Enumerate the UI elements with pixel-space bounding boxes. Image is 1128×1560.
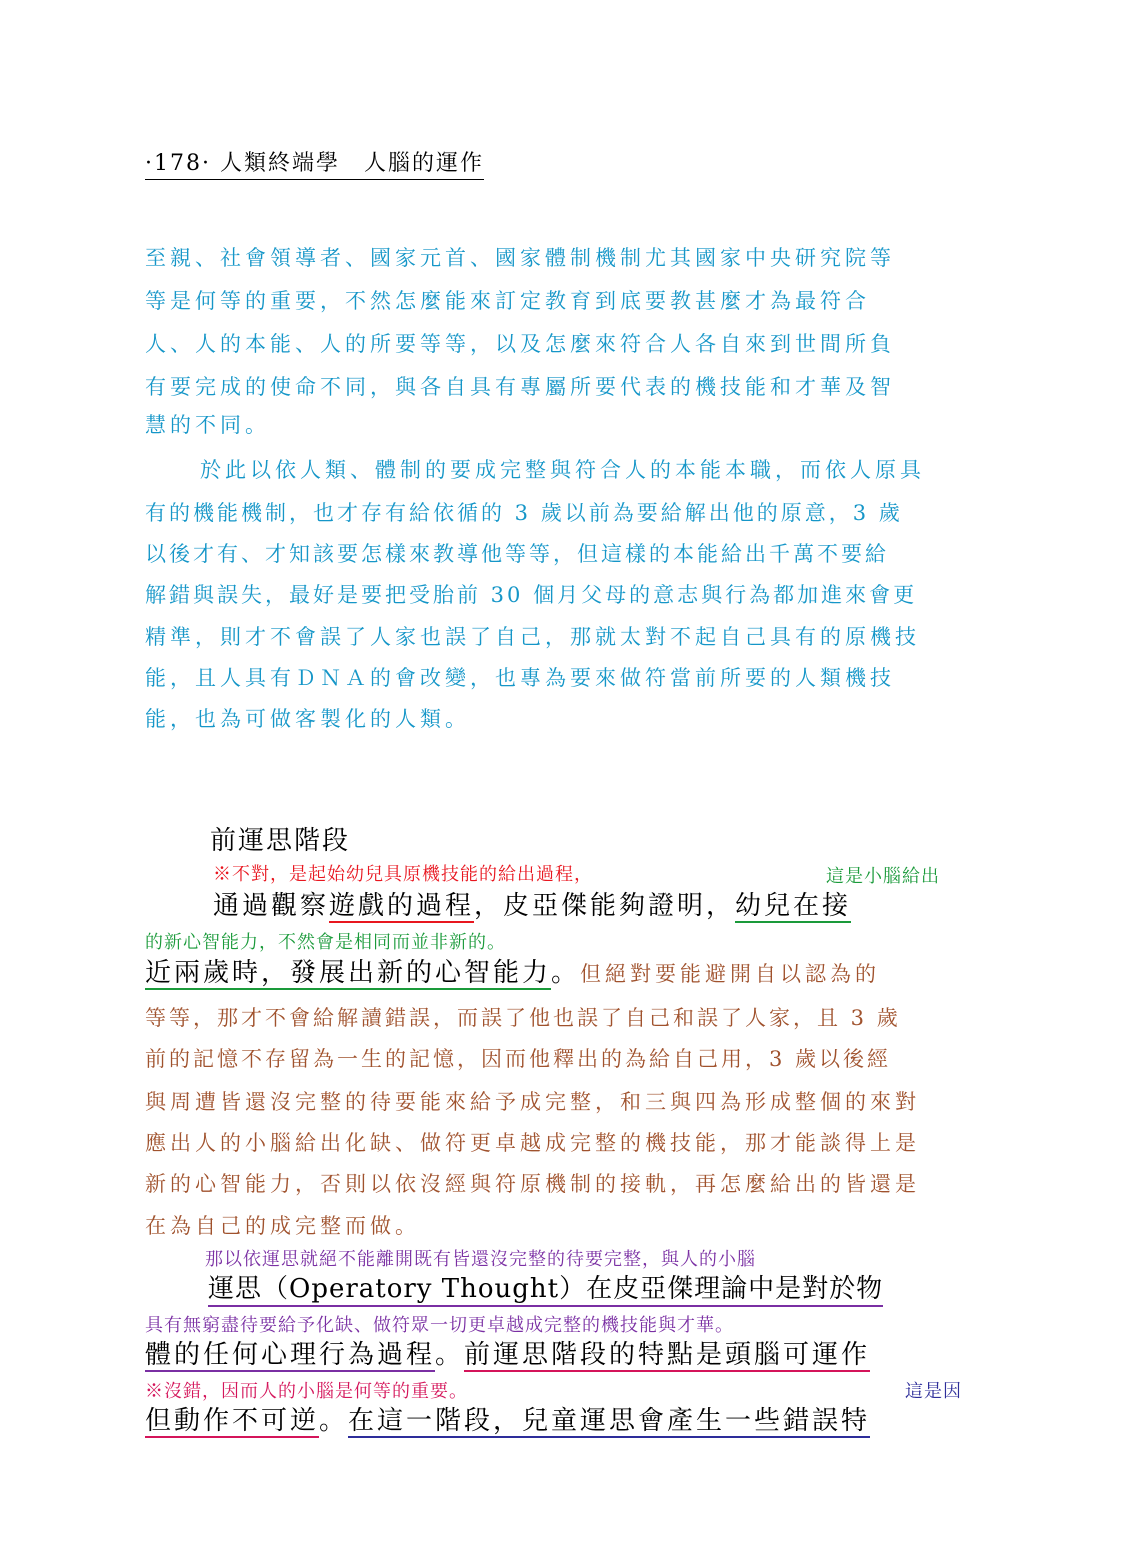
main-line-2: [145, 952, 880, 989]
cyan-line-12: 能，也為可做客製化的人類。: [145, 707, 470, 731]
annotation-red-1: ※不對，是起始幼兒具原機技能的給出過程，: [213, 864, 593, 885]
cyan-line-5: 慧的不同。: [145, 413, 270, 437]
cyan-line-3: 人、人的本能、人的所要等等，以及怎麼來符合人各自來到世間所負: [145, 332, 895, 356]
cyan-line-4: 有要完成的使命不同，與各自具有專屬所要代表的機技能和才華及智: [145, 375, 895, 399]
cyan-line-2: 等是何等的重要，不然怎麼能來訂定教育到底要教甚麼才為最符合: [145, 289, 870, 313]
brown-line-6: 在為自己的成完整而做。: [145, 1214, 420, 1238]
main-line-2-a: 近兩歲時，發展出新的心智能力: [145, 958, 552, 988]
main-line-5-c: 在這一階段，兒童運思會產生一些錯誤特: [348, 1406, 871, 1436]
section-title: 前運思階段: [210, 826, 351, 856]
main-line-4-b: 。: [435, 1340, 465, 1370]
annotation-purple-1b: 具有無窮盡待要給予化缺、做符眾一切更卓越成完整的機技能與才華。: [145, 1315, 734, 1336]
annotation-green-1a: 這是小腦給出: [826, 866, 940, 887]
brown-line-5: 新的心智能力，否則以依沒經與符原機制的接軌，再怎麼給出的皆還是: [145, 1172, 920, 1196]
main-line-5-a: 但動作不可逆: [145, 1406, 320, 1436]
main-line-4: [145, 1334, 870, 1371]
main-line-3: 運思（Operatory Thought）在皮亞傑理論中是對於物: [208, 1268, 883, 1307]
main-line-5-b: 。: [319, 1406, 349, 1436]
main-line-2-b: 。: [551, 958, 581, 988]
cyan-line-9: 解錯與誤失，最好是要把受胎前 30 個月父母的意志與行為都加進來會更: [145, 583, 918, 607]
main-line-1: [213, 885, 851, 922]
main-line-1-d: 幼兒在接: [735, 891, 852, 921]
brown-line-4: 應出人的小腦給出化缺、做符更卓越成完整的機技能，那才能談得上是: [145, 1131, 920, 1155]
brown-first-tail: 但絕對要能避開自以認為的: [580, 962, 881, 986]
main-line-4-a: 體的任何心理行為過程: [145, 1340, 436, 1370]
annotation-purple-1a: 那以依運思就絕不能離開既有皆還沒完整的待要完整，與人的小腦: [205, 1249, 756, 1270]
annotation-green-1b: 的新心智能力，不然會是相同而並非新的。: [145, 932, 506, 953]
cyan-line-11: 能，且人具有ＤＮＡ的會改變，也專為要來做符當前所要的人類機技: [145, 666, 895, 690]
cyan-line-10: 精準，則才不會誤了人家也誤了自己，那就太對不起自己具有的原機技: [145, 625, 920, 649]
annotation-navy-1: 這是因: [905, 1381, 962, 1402]
brown-line-2: 前的記憶不存留為一生的記憶，因而他釋出的為給自己用，3 歲以後經: [145, 1047, 892, 1071]
main-line-1-b: 遊戲的過程: [329, 891, 475, 921]
main-line-5: [145, 1400, 870, 1437]
annotation-pink-1: ※沒錯，因而人的小腦是何等的重要。: [145, 1381, 468, 1402]
cyan-line-8: 以後才有、才知該要怎樣來教導他等等，但這樣的本能給出千萬不要給: [145, 542, 889, 566]
main-line-1-a: 通過觀察: [213, 891, 330, 921]
cyan-line-7: 有的機能機制，也才存有給依循的 3 歲以前為要給解出他的原意，3 歲: [145, 501, 903, 525]
cyan-line-6: 於此以依人類、體制的要成完整與符合人的本能本職，而依人原具: [200, 458, 925, 482]
page-header: ·178· 人類終端學 人腦的運作: [145, 146, 484, 180]
brown-line-1: 等等，那才不會給解讀錯誤，而誤了他也誤了自己和誤了人家，且 3 歲: [145, 1006, 901, 1030]
brown-line-3: 與周遭皆還沒完整的待要能來給予成完整，和三與四為形成整個的來對: [145, 1090, 920, 1114]
main-line-4-c: 前運思階段的特點是頭腦可運作: [464, 1340, 871, 1370]
main-line-1-c: ，皮亞傑能夠證明，: [474, 891, 736, 921]
cyan-line-1: 至親、社會領導者、國家元首、國家體制機制尤其國家中央研究院等: [145, 246, 895, 270]
